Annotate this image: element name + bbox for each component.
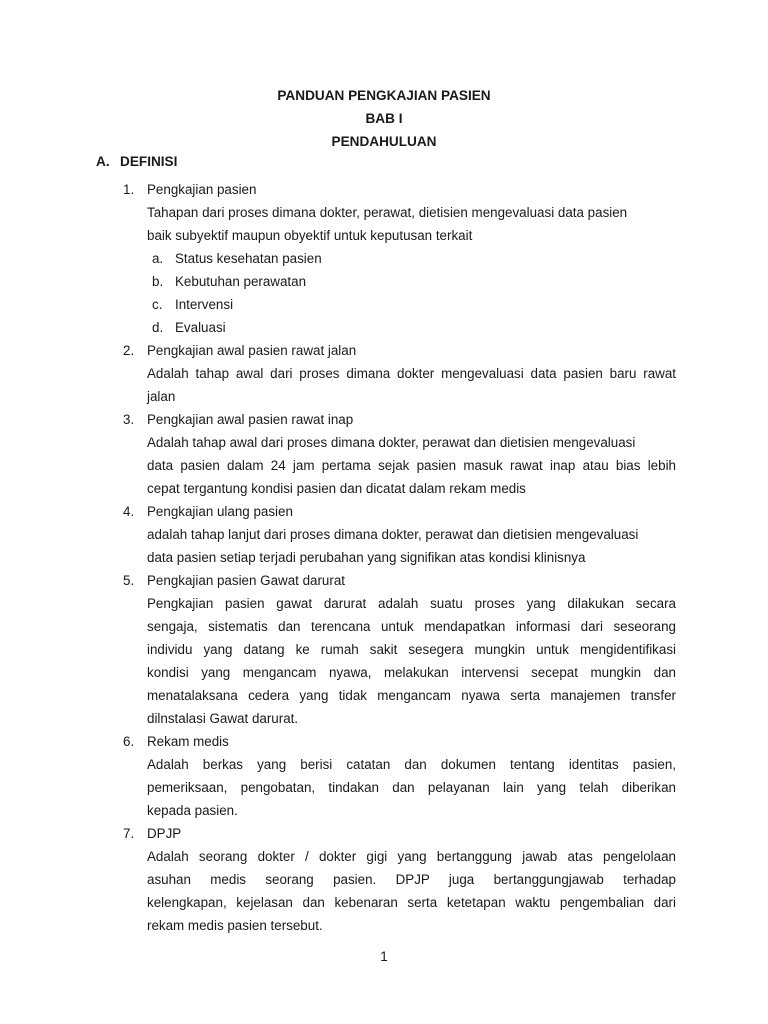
item-number: 4. [123, 504, 135, 519]
sub-item-text: Kebutuhan perawatan [175, 274, 307, 289]
item-number: 3. [123, 412, 135, 427]
sub-item-text: Evaluasi [175, 320, 226, 335]
item-description-line: Adalah seorang dokter / dokter gigi yang bertanggung jawab atas pengelolaan [147, 849, 676, 864]
definition-item [123, 408, 676, 500]
sub-item [147, 247, 676, 270]
item-title: Pengkajian pasien [147, 182, 257, 197]
item-number: 5. [123, 573, 135, 588]
sub-item [147, 293, 676, 316]
definition-item [123, 730, 676, 822]
item-description-line: Pengkajian pasien gawat darurat adalah suatu proses yang dilakukan secara [147, 596, 676, 611]
item-description-line: Tahapan dari proses dimana dokter, perawat, dietisien mengevaluasi data pasien [147, 205, 628, 220]
item-description-line: kelengkapan, kejelasan dan kebenaran serta ketetapan waktu pengembalian dari [147, 895, 676, 910]
sub-item [147, 270, 676, 293]
section-title: DEFINISI [120, 154, 178, 169]
item-description-line: data pasien setiap terjadi perubahan yang signifikan atas kondisi klinisnya [147, 550, 586, 565]
chapter-label: BAB I [365, 111, 403, 126]
item-description-line: dilnstalasi Gawat darurat. [147, 711, 299, 726]
definition-item [123, 500, 676, 569]
item-number: 7. [123, 826, 135, 841]
item-description-line: adalah tahap lanjut dari proses dimana dokter, perawat dan dietisien mengevaluasi [147, 527, 639, 542]
page-number: 1 [380, 949, 388, 964]
chapter-title: PENDAHULUAN [331, 134, 437, 149]
sub-item-label: a. [152, 251, 164, 266]
item-description-line: Adalah berkas yang berisi catatan dan dokumen tentang identitas pasien, [147, 757, 676, 772]
item-description-line: sengaja, sistematis dan terencana untuk mendapatkan informasi dari seseorang [147, 619, 676, 634]
item-description-line: Adalah tahap awal dari proses dimana dokter mengevaluasi data pasien baru rawat [147, 366, 676, 381]
sub-item-text: Status kesehatan pasien [175, 251, 322, 266]
item-description-line: pemeriksaan, pengobatan, tindakan dan pelayanan lain yang telah diberikan [147, 780, 676, 795]
sub-item-label: c. [152, 297, 163, 312]
item-description-line: individu yang datang ke rumah sakit sesegera mungkin untuk mengidentifikasi [147, 642, 676, 657]
item-description-line: rekam medis pasien tersebut. [147, 918, 323, 933]
item-description-line: cepat tergantung kondisi pasien dan dicatat dalam rekam medis [147, 481, 526, 496]
definition-list [123, 178, 676, 937]
definition-item [123, 822, 676, 937]
item-number: 1. [123, 182, 135, 197]
item-number: 2. [123, 343, 135, 358]
item-description-line: data pasien dalam 24 jam pertama sejak pasien masuk rawat inap atau bias lebih [147, 458, 676, 473]
item-description-line: kepada pasien. [147, 803, 238, 818]
item-title: DPJP [147, 826, 182, 841]
item-description-line: baik subyektif maupun obyektif untuk keputusan terkait [147, 228, 473, 243]
item-description-line: kondisi yang mengancam nyawa, melakukan intervensi secepat mungkin dan [147, 665, 676, 680]
item-title: Pengkajian awal pasien rawat inap [147, 412, 354, 427]
document-title: PANDUAN PENGKAJIAN PASIEN [277, 88, 491, 103]
item-description-line: jalan [147, 389, 176, 404]
item-title: Rekam medis [147, 734, 229, 749]
item-title: Pengkajian awal pasien rawat jalan [147, 343, 357, 358]
item-title: Pengkajian pasien Gawat darurat [147, 573, 346, 588]
item-description-line: asuhan medis seorang pasien. DPJP juga bertanggungjawab terhadap [147, 872, 676, 887]
sub-item-text: Intervensi [175, 297, 234, 312]
definition-item [123, 178, 676, 339]
sub-item-label: b. [152, 274, 164, 289]
section-heading [96, 154, 177, 170]
definition-item [123, 569, 676, 730]
definition-item [123, 339, 676, 408]
sub-item [147, 316, 676, 339]
item-title: Pengkajian ulang pasien [147, 504, 293, 519]
item-number: 6. [123, 734, 135, 749]
item-description-line: Adalah tahap awal dari proses dimana dokter, perawat dan dietisien mengevaluasi [147, 435, 636, 450]
sub-item-label: d. [152, 320, 164, 335]
item-description-line: menatalaksana cedera yang tidak mengancam nyawa serta manajemen transfer [147, 688, 676, 703]
section-label: A. [96, 154, 110, 169]
